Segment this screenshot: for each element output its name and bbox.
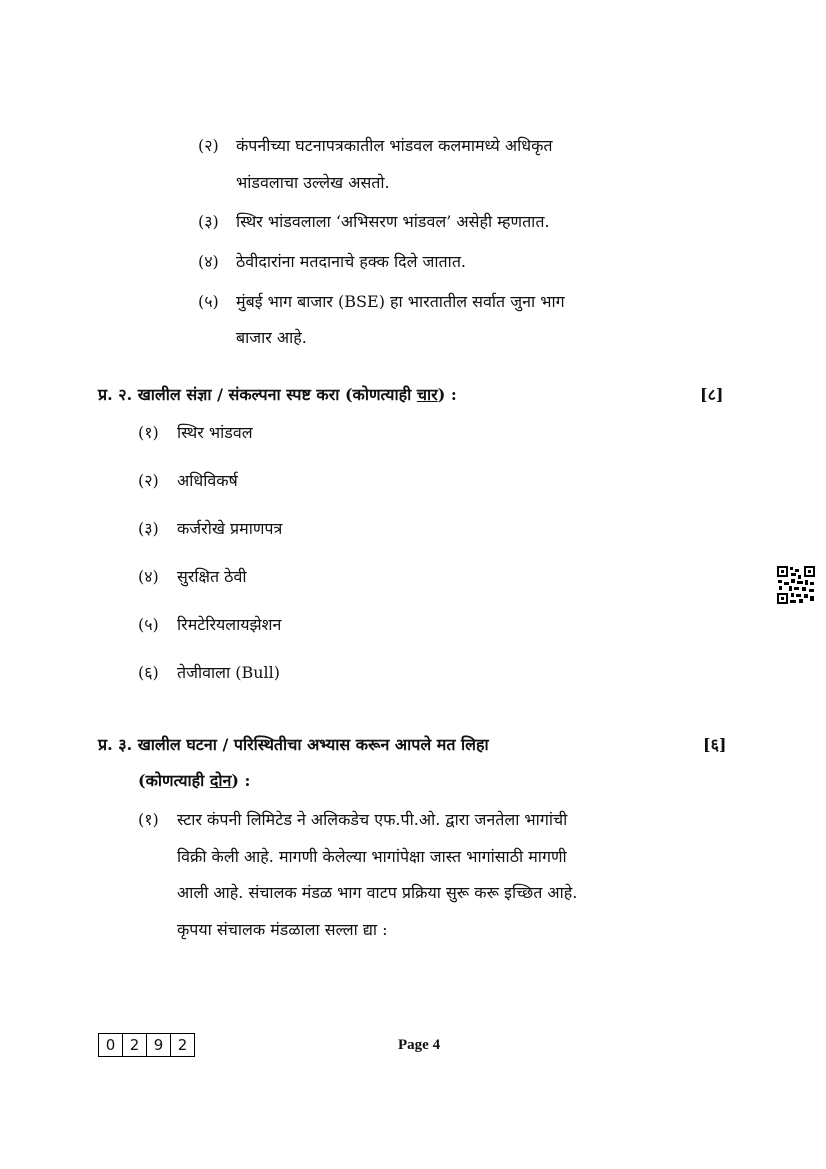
- q2-heading: [98, 383, 457, 405]
- paper-code-digit: 9: [146, 1034, 170, 1056]
- q1-item-3-number: (३): [198, 212, 219, 231]
- paper-code-box: [98, 1033, 195, 1057]
- q3-subheading: [138, 769, 250, 791]
- qr-code-icon: [776, 565, 816, 605]
- q3-heading: प्र. ३. खालील घटना / परिस्थितीचा अभ्यास करून आपले मत लिहा: [98, 735, 489, 754]
- q3-subheading-suffix: ) :: [231, 771, 251, 790]
- q2-item-5-text: रिमटेरियलायझेशन: [177, 615, 282, 634]
- q2-item-5-number: (५): [138, 615, 159, 634]
- q3-item-1-number: (१): [138, 810, 159, 829]
- q2-item-6-number: (६): [138, 663, 159, 682]
- q2-item-4-number: (४): [138, 567, 159, 586]
- q2-item-1-text: स्थिर भांडवल: [177, 423, 253, 442]
- q1-item-4-text: ठेवीदारांना मतदानाचे हक्क दिले जातात.: [236, 252, 467, 271]
- q3-item-1-line1: स्टार कंपनी लिमिटेड ने अलिकडेच एफ.पी.ओ. द्वारा जनतेला भागांची: [177, 810, 568, 829]
- q3-subheading-prefix: (कोणत्याही: [138, 771, 210, 790]
- q2-item-1-number: (१): [138, 423, 159, 442]
- q1-item-2-line1: कंपनीच्या घटनापत्रकातील भांडवल कलमामध्ये अधिकृत: [236, 136, 553, 155]
- page-number: Page 4: [398, 1037, 441, 1053]
- q3-item-1-line2: विक्री केली आहे. मागणी केलेल्या भागांपेक्षा जास्त भागांसाठी मागणी: [177, 847, 567, 866]
- q1-item-2-number: (२): [198, 136, 219, 155]
- q2-item-4-text: सुरक्षित ठेवी: [177, 567, 247, 586]
- q2-heading-prefix: प्र. २. खालील संज्ञा / संकल्पना स्पष्ट करा (कोणत्याही: [98, 385, 417, 404]
- q2-heading-emphasis: चार: [416, 385, 438, 404]
- paper-code-digit: 2: [170, 1034, 194, 1056]
- q1-item-2-line2: भांडवलाचा उल्लेख असतो.: [236, 173, 390, 192]
- q2-item-2-text: अधिविकर्ष: [177, 471, 238, 490]
- q2-item-3-text: कर्जरोखे प्रमाणपत्र: [177, 519, 283, 538]
- q3-subheading-emphasis: दोन: [209, 771, 232, 790]
- q2-marks: [८]: [700, 385, 724, 404]
- q1-item-5-line1: मुंबई भाग बाजार (BSE) हा भारतातील सर्वात जुना भाग: [236, 292, 565, 311]
- q3-item-1-line3: आली आहे. संचालक मंडळ भाग वाटप प्रक्रिया सुरू करू इच्छित आहे.: [177, 883, 578, 902]
- q3-item-1-line4: कृपया संचालक मंडळाला सल्ला द्या :: [177, 920, 388, 939]
- q1-item-5-number: (५): [198, 292, 219, 311]
- paper-code-digit: 0: [105, 1036, 116, 1054]
- q2-item-3-number: (३): [138, 519, 159, 538]
- q1-item-4-number: (४): [198, 252, 219, 271]
- q2-heading-suffix: ) :: [437, 385, 457, 404]
- q3-marks: [६]: [703, 735, 727, 754]
- q2-item-6-text: तेजीवाला (Bull): [177, 663, 281, 682]
- paper-code-digit: 2: [122, 1034, 146, 1056]
- q1-item-5-line2: बाजार आहे.: [236, 328, 307, 347]
- q1-item-3-text: स्थिर भांडवलाला ‘अभिसरण भांडवल’ असेही म्हणतात.: [236, 212, 550, 231]
- q2-item-2-number: (२): [138, 471, 159, 490]
